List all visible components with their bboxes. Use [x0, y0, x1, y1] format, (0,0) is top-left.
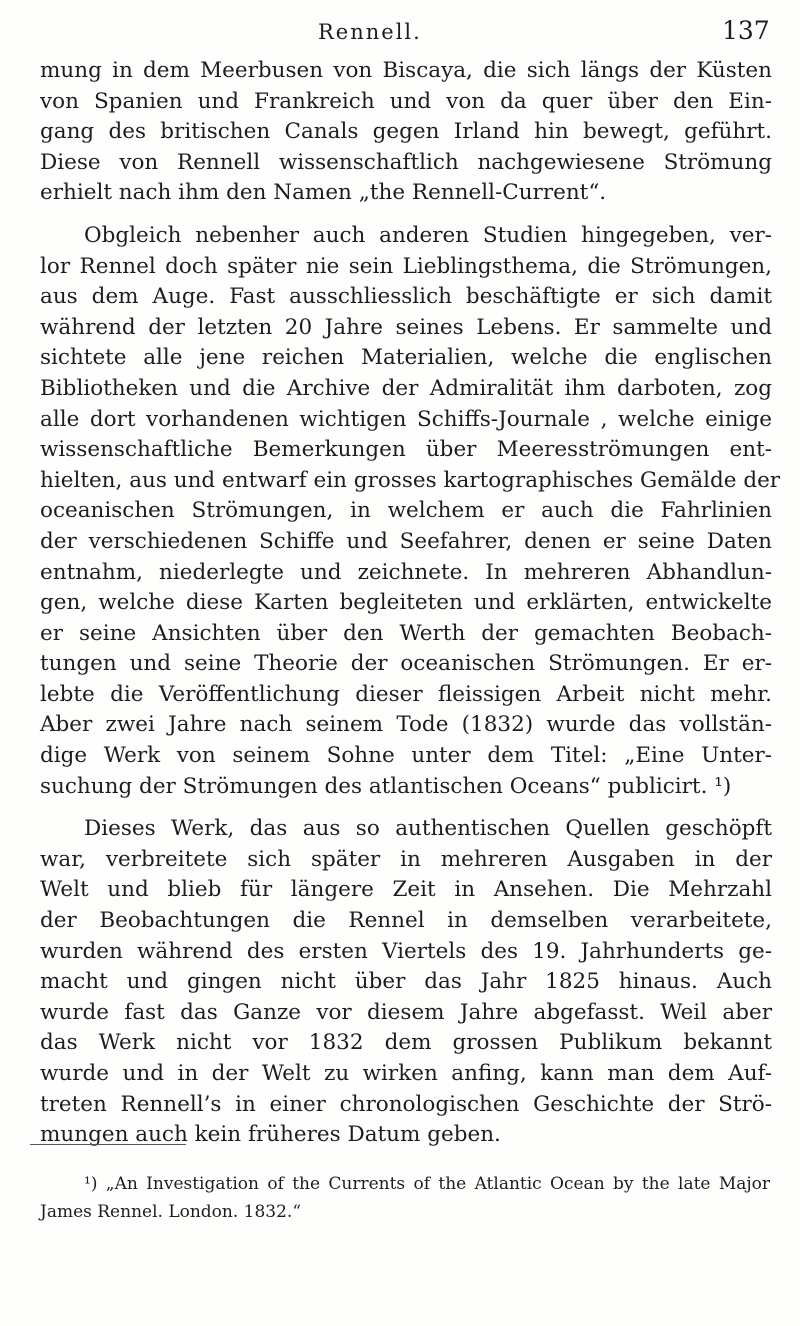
text-line: Dieses Werk, das aus so authentischen Quellen geschöpft [84, 816, 772, 842]
text-line: macht und gingen nicht über das Jahr 1825 hinaus. Auch [40, 969, 772, 995]
text-line: Obgleich nebenher auch anderen Studien hingegeben, ver- [84, 222, 772, 248]
text-line: aus dem Auge. Fast ausschliesslich beschäftigte er sich damit [40, 284, 772, 310]
body-text [40, 56, 781, 1151]
text-line: gang des britischen Canals gegen Irland hin bewegt, geführt. [40, 119, 772, 145]
text-line: von Spanien und Frankreich und von da quer über den Ein- [40, 88, 772, 114]
text-line: wurde und in der Welt zu wirken anfing, kann man dem Auf- [40, 1061, 772, 1086]
page-number: 137 [722, 16, 770, 45]
text-line: oceanischen Strömungen, in welchem er auch die Fahrlinien [40, 498, 772, 524]
text-line: tungen und seine Theorie der oceanischen Strömungen. Er er- [40, 651, 772, 677]
text-line: erhielt nach ihm den Namen „the Rennell-Current“. [40, 180, 607, 206]
paragraph [40, 814, 772, 1151]
paragraph [40, 221, 781, 802]
footnote [40, 1170, 770, 1226]
text-line: mungen auch kein früheres Datum geben. [40, 1122, 501, 1148]
paragraph [40, 56, 772, 209]
text-line: treten Rennell’s in einer chronologischen Geschichte der Strö- [40, 1091, 772, 1117]
text-line: wissenschaftliche Bemerkungen über Meeresströmungen ent- [40, 437, 772, 463]
running-head [0, 16, 800, 56]
text-line: mung in dem Meerbusen von Biscaya, die sich längs der Küsten [40, 58, 772, 83]
text-line: Diese von Rennell wissenschaftlich nachgewiesene Strömung [40, 149, 772, 175]
text-line: suchung der Strömungen des atlantischen Oceans“ publicirt. ¹) [40, 773, 732, 799]
footnote-divider [30, 1144, 186, 1145]
text-line: wurde fast das Ganze vor diesem Jahre abgefasst. Weil aber [40, 999, 772, 1025]
text-line: lebte die Veröffentlichung dieser fleissigen Arbeit nicht mehr. [40, 681, 772, 707]
text-line: hielten, aus und entwarf ein grosses kartographisches Gemälde der [40, 467, 781, 493]
text-line: gen, welche diese Karten begleiteten und erklärten, entwickelte [40, 590, 772, 616]
text-line: Aber zwei Jahre nach seinem Tode (1832) wurde das vollstän- [40, 712, 772, 738]
running-title: Rennell. [318, 20, 422, 44]
text-line: dige Werk von seinem Sohne unter dem Titel: „Eine Unter- [40, 743, 772, 769]
text-line: alle dort vorhandenen wichtigen Schiffs-Journale , welche einige [40, 406, 772, 432]
text-line: das Werk nicht vor 1832 dem grossen Publikum bekannt [40, 1030, 772, 1056]
text-line: lor Rennel doch später nie sein Lieblingsthema, die Strömungen, [40, 253, 772, 279]
text-line: wurden während des ersten Viertels des 19. Jahrhunderts ge- [40, 938, 772, 964]
footnote-line: James Rennel. London. 1832.“ [40, 1202, 302, 1222]
footnote-line: ¹) „An Investigation of the Currents of the Atlantic Ocean by the late Major [84, 1174, 770, 1194]
text-line: Welt und blieb für längere Zeit in Ansehen. Die Mehrzahl [40, 877, 772, 903]
text-line: Bibliotheken und die Archive der Admiralität ihm darboten, zog [40, 375, 772, 401]
text-line: sichtete alle jene reichen Materialien, welche die englischen [40, 345, 772, 371]
text-line: während der letzten 20 Jahre seines Lebens. Er sammelte und [40, 314, 772, 340]
text-line: der verschiedenen Schiffe und Seefahrer, denen er seine Daten [40, 528, 772, 554]
text-line: war, verbreitete sich später in mehreren Ausgaben in der [40, 846, 772, 872]
text-line: der Beobachtungen die Rennel in demselben verarbeitete, [40, 908, 772, 934]
text-line: er seine Ansichten über den Werth der gemachten Beobach- [40, 620, 772, 646]
text-line: entnahm, niederlegte und zeichnete. In mehreren Abhandlun- [40, 559, 772, 585]
